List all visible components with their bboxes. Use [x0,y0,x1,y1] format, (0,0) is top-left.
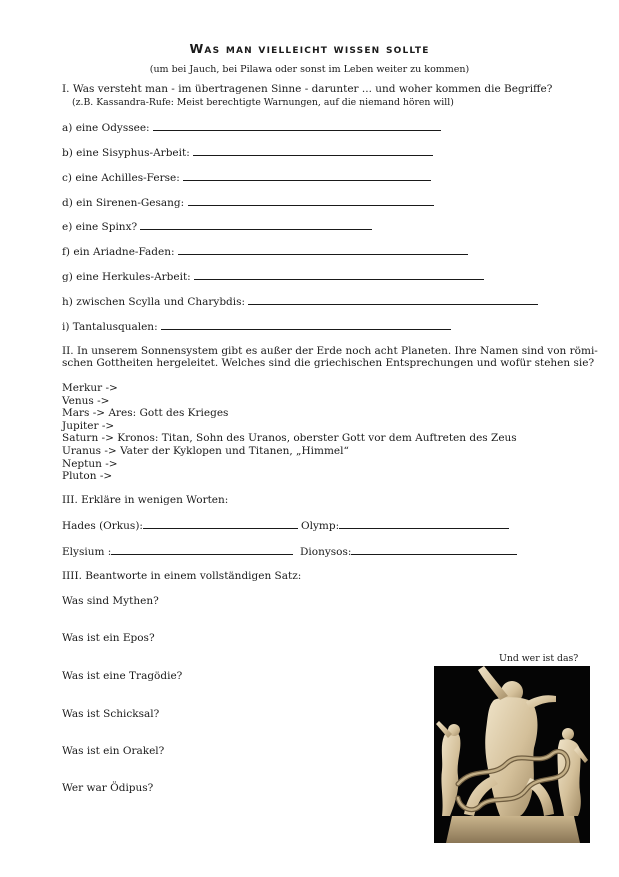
term-label: Hades (Orkus): [62,520,143,532]
answer-blank[interactable] [183,171,431,181]
section1-heading: I. Was versteht man - im übertragenen Sinne - darunter ... und woher kommen die Begriffe? [62,83,553,95]
question-tragoedie: Was ist eine Tragödie? [62,670,183,682]
question-item-b [62,146,433,159]
term-label: Olymp: [301,520,340,532]
planet-row-neptun: Neptun -> [62,457,118,470]
question-label: g) eine Herkules-Arbeit: [62,271,191,283]
term-label: Elysium : [62,546,112,558]
answer-blank[interactable] [194,270,484,280]
term-olymp [301,519,509,532]
term-hades [62,519,298,532]
answer-blank[interactable] [143,519,298,529]
answer-blank[interactable] [248,295,538,305]
term-elysium [62,545,293,558]
section4-heading: IIII. Beantworte in einem vollständigen Satz: [62,570,302,582]
image-caption: Und wer ist das? [499,653,579,664]
question-epos: Was ist ein Epos? [62,632,155,644]
planet-row-pluton: Pluton -> [62,470,113,483]
question-item-f [62,245,468,258]
question-item-c [62,171,431,184]
question-label: i) Tantalusqualen: [62,321,158,333]
question-item-g [62,270,484,283]
question-label: c) eine Achilles-Ferse: [62,172,180,184]
section2-intro-line2: schen Gottheiten hergeleitet. Welches sind die griechischen Entsprechungen und wofür stehen sie? [62,357,595,369]
answer-blank[interactable] [161,320,451,330]
question-item-d [62,196,434,209]
planet-row-merkur: Merkur -> [62,382,118,394]
answer-blank[interactable] [193,146,433,156]
question-schicksal: Was ist Schicksal? [62,708,160,720]
question-item-a [62,121,441,134]
question-label: d) ein Sirenen-Gesang: [62,197,185,209]
laocoon-statue-image [434,666,590,843]
question-label: h) zwischen Scylla und Charybdis: [62,296,246,308]
planet-row-venus: Venus -> [62,394,110,407]
page-subtitle: (um bei Jauch, bei Pilawa oder sonst im Leben weiter zu kommen) [149,64,470,75]
question-mythen: Was sind Mythen? [62,595,159,607]
question-orakel: Was ist ein Orakel? [62,745,165,757]
answer-blank[interactable] [111,545,293,555]
question-item-h [62,295,538,308]
answer-blank[interactable] [153,121,441,131]
term-dionysos [300,545,517,558]
section3-heading: III. Erkläre in wenigen Worten: [62,494,229,506]
section1-example: (z.B. Kassandra-Rufe: Meist berechtigte Warnungen, auf die niemand hören will) [72,97,454,108]
planet-row-jupiter: Jupiter -> [62,419,115,432]
page-title: Was man vielleicht wissen sollte [189,41,430,56]
answer-blank[interactable] [351,545,517,555]
planet-row-saturn: Saturn -> Kronos: Titan, Sohn des Uranos, oberster Gott vor dem Auftreten des Zeus [62,432,517,445]
question-label: b) eine Sisyphus-Arbeit: [62,147,190,159]
answer-blank[interactable] [339,519,509,529]
answer-blank[interactable] [140,220,372,230]
section2-intro-line1: II. In unserem Sonnensystem gibt es außer der Erde noch acht Planeten. Ihre Namen sind von römi- [62,345,598,357]
planet-list [62,382,517,483]
question-label: a) eine Odyssee: [62,122,150,134]
question-item-i [62,320,451,333]
answer-blank[interactable] [178,245,468,255]
planet-row-mars: Mars -> Ares: Gott des Krieges [62,407,229,420]
question-label: f) ein Ariadne-Faden: [62,246,175,258]
answer-blank[interactable] [188,196,434,206]
question-oedipus: Wer war Ödipus? [62,782,154,794]
term-label: Dionysos: [300,546,352,558]
question-label: e) eine Spinx? [62,221,138,233]
planet-row-uranus: Uranus -> Vater der Kyklopen und Titanen, „Himmel“ [62,444,349,457]
question-item-e [62,220,372,233]
